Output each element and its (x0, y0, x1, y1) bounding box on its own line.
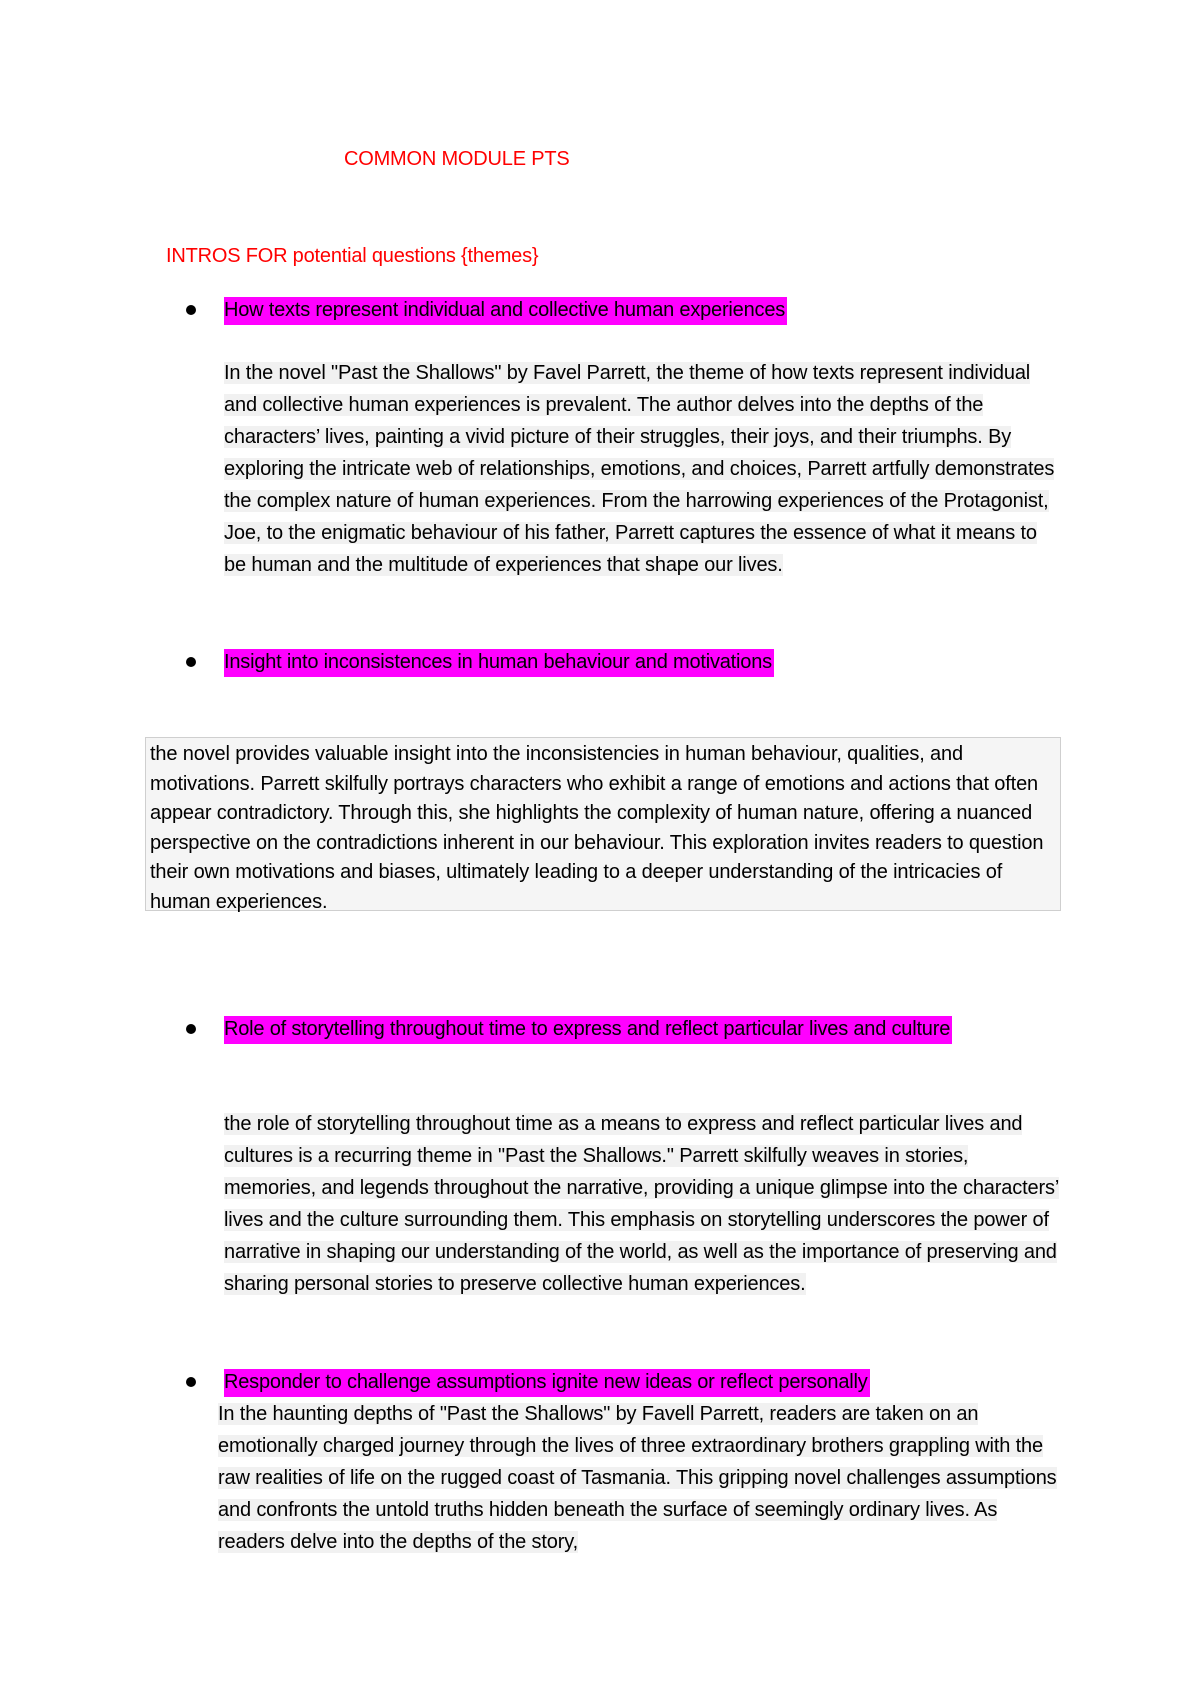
section-1-body: In the novel "Past the Shallows" by Favel Parrett, the theme of how texts represent individual and collective human experiences is prevalent. The author delves into the depths of the characters’ lives, painting a vivid picture of their struggles, their joys, and their triumphs. By exploring the intricate web of relationships, emotions, and choices, Parrett artfully demonstrates the complex nature of human experiences. From the harrowing experiences of the Protagonist, Joe, to the enigmatic behaviour of his father, Parrett captures the essence of what it means to be human and the multitude of experiences that shape our lives. (224, 362, 1055, 576)
bullet-icon (186, 657, 196, 667)
section-4-body: In the haunting depths of "Past the Shallows" by Favell Parrett, readers are taken on an emotionally charged journey through the lives of three extraordinary brothers grappling with the raw realities of life on the rugged coast of Tasmania. This gripping novel challenges assumptions and confronts the untold truths hidden beneath the surface of seemingly ordinary lives. As readers delve into the depths of the story, (218, 1403, 1057, 1553)
document-title: COMMON MODULE PTS (344, 148, 570, 170)
section-4-heading: Responder to challenge assumptions ignite new ideas or reflect personally (224, 1366, 1024, 1398)
document-subtitle: INTROS FOR potential questions {themes} (166, 245, 539, 267)
section-2-heading: Insight into inconsistences in human behaviour and motivations (224, 646, 1004, 678)
section-2-body: the novel provides valuable insight into the inconsistencies in human behaviour, qualities, and motivations. Parrett skilfully portrays characters who exhibit a range of emotions and actions that often appear contradictory. Through this, she highlights the complexity of human nature, offering a nuanced perspective on the contradictions inherent in our behaviour. This exploration invites readers to question their own motivations and biases, ultimately leading to a deeper understanding of the intricacies of human experiences. (145, 737, 1061, 911)
section-3-body: the role of storytelling throughout time as a means to express and reflect particular lives and cultures is a recurring theme in "Past the Shallows." Parrett skilfully weaves in stories, memories, and legends throughout the narrative, providing a unique glimpse into the characters’ lives and the culture surrounding them. This emphasis on storytelling underscores the power of narrative in shaping our understanding of the world, as well as the importance of preserving and sharing personal stories to preserve collective human experiences. (224, 1113, 1060, 1295)
bullet-icon (186, 1024, 196, 1034)
section-1-heading: How texts represent individual and collective human experiences (224, 294, 1004, 326)
bullet-icon (186, 1377, 196, 1387)
section-3-heading: Role of storytelling throughout time to express and reflect particular lives and culture (224, 1013, 1004, 1045)
bullet-icon (186, 305, 196, 315)
